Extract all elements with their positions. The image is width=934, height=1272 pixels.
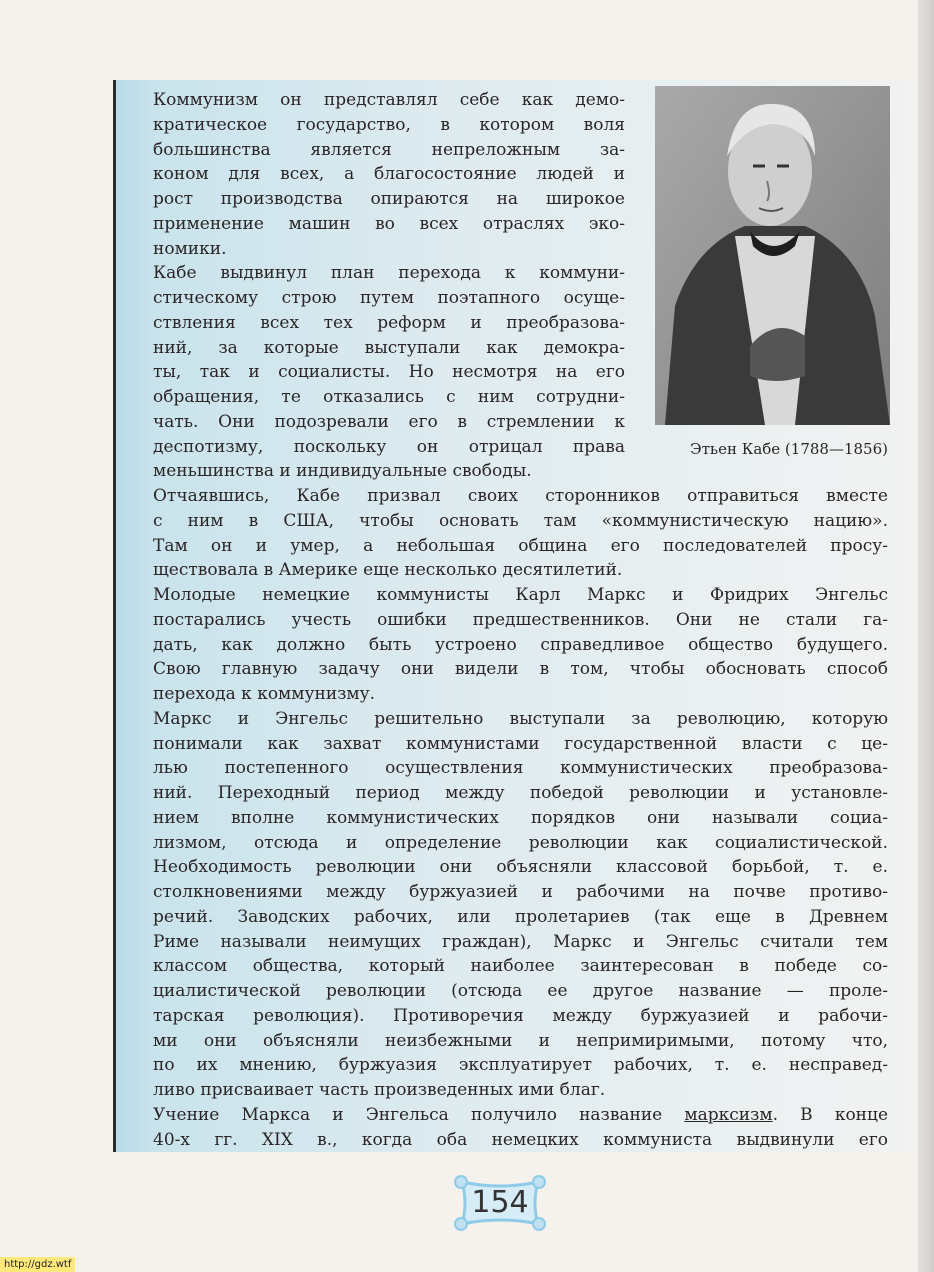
text-line: постарались учесть ошибки предшественников. Они не стали га- — [153, 609, 888, 630]
text-line: Молодые немецкие коммунисты Карл Маркс и Фридрих Энгельс — [153, 585, 888, 605]
text-line: ствления всех тех реформ и преобразова- — [153, 312, 625, 333]
text-line: ний. Переходный период между победой революции и установле- — [153, 783, 888, 803]
text-line: применение машин во всех отраслях эко- — [153, 213, 625, 234]
text-line: Коммунизм он представлял себе как демо- — [153, 90, 625, 110]
text-segment: Учение Маркса и Энгельса получило название — [153, 1104, 685, 1125]
text-line: ществовала в Америке еще несколько десятилетий. — [153, 560, 623, 581]
text-line: речий. Заводских рабочих, или пролетариев (так еще в Древнем — [153, 906, 888, 927]
page-number-badge — [452, 1174, 548, 1232]
text-line: дать, как должно быть устроено справедливое общество будущего. — [153, 634, 888, 655]
body-text — [153, 88, 888, 1152]
page-edge — [918, 0, 934, 1272]
text-line: тарская революция). Противоречия между буржуазией и рабочи- — [153, 1005, 888, 1026]
text-line: меньшинства и индивидуальные свободы. — [153, 461, 532, 482]
page-number: 154 — [471, 1185, 529, 1220]
text-line: Риме называли неимущих граждан), Маркс и Энгельс считали тем — [153, 931, 888, 952]
text-segment: . В конце — [772, 1104, 888, 1125]
text-line: с ним в США, чтобы основать там «коммунистическую нацию». — [153, 510, 888, 531]
text-line: столкновениями между буржуазией и рабочими на почве противо- — [153, 882, 888, 902]
text-line: понимали как захват коммунистами государственной власти с це- — [153, 733, 888, 754]
text-line: ний, за которые выступали как демокра- — [153, 337, 625, 358]
text-line: ливо присваивает часть произведенных ими благ. — [153, 1080, 606, 1100]
text-line: большинства является непреложным за- — [153, 139, 625, 160]
text-line: Отчаявшись, Кабе призвал своих сторонников отправиться вместе — [153, 486, 888, 506]
text-line: Кабе выдвинул план перехода к коммуни- — [153, 263, 625, 284]
text-line: классом общества, который наиболее заинтересован в победе со- — [153, 956, 888, 977]
text-line — [153, 1103, 888, 1128]
text-line: 40-х гг. XIX в., когда оба немецких коммуниста выдвинули его — [153, 1129, 888, 1150]
text-line: обращения, те отказались с ним сотрудни- — [153, 387, 625, 407]
text-line: ми они объясняли неизбежными и непримиримыми, потому что, — [153, 1030, 888, 1051]
text-line: Свою главную задачу они видели в том, чтобы обосновать способ — [153, 659, 888, 680]
text-line: чать. Они подозревали его в стремлении к — [153, 411, 625, 432]
text-line: лизмом, отсюда и определение революции как социалистической. — [153, 832, 888, 853]
text-line: Там он и умер, а небольшая община его последователей просу- — [153, 535, 888, 556]
text-line: Необходимость революции они объясняли классовой борьбой, т. е. — [153, 857, 888, 878]
text-line: циалистической революции (отсюда ее другое название — проле- — [153, 981, 888, 1001]
text-line: нием вполне коммунистических порядков они называли социа- — [153, 807, 888, 828]
text-line: Маркс и Энгельс решительно выступали за революцию, которую — [153, 708, 888, 729]
text-line: ты, так и социалисты. Но несмотря на его — [153, 362, 625, 383]
text-line: по их мнению, буржуазия эксплуатирует рабочих, т. е. несправед- — [153, 1055, 888, 1076]
text-line: перехода к коммунизму. — [153, 684, 376, 704]
portrait-caption: Этьен Кабе (1788—1856) — [690, 440, 888, 458]
text-line: кратическое государство, в котором воля — [153, 114, 625, 135]
text-line: номики. — [153, 238, 227, 259]
text-line: деспотизму, поскольку он отрицал права — [153, 436, 625, 457]
text-line: стическому строю путем поэтапного осуще- — [153, 288, 625, 308]
watermark-link[interactable]: http://gdz.wtf — [0, 1257, 75, 1272]
text-line: коном для всех, а благосостояние людей и — [153, 164, 625, 185]
key-term: марксизм — [684, 1104, 773, 1125]
text-line: лью постепенного осуществления коммунистических преобразова- — [153, 758, 888, 779]
text-line: рост производства опираются на широкое — [153, 189, 625, 209]
